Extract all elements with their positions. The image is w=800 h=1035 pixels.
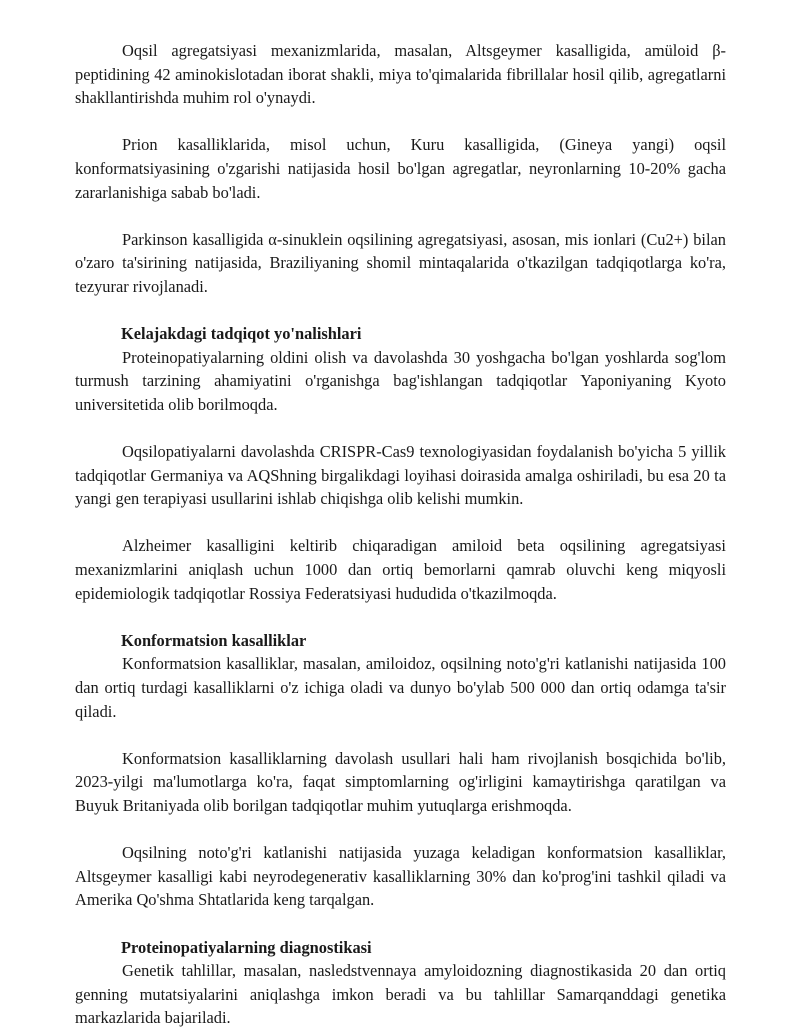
paragraph-kyoto: Proteinopatiyalarning oldini olish va davolashda 30 yoshgacha bo'lgan yoshlarda sog'lom turmush tarzining ahamiyatini o'rganishga bag'ishlangan tadqiqotlar Yaponiyaning Kyoto universitetida olib borilmoqda. [75,347,726,414]
paragraph-gap [75,723,726,747]
paragraph-prion: Prion kasalliklarida, misol uchun, Kuru kasalligida, (Gineya yangi) oqsil konformatsiyasining o'zgarishi natijasida hosil bo'lgan agregatlar, neyronlarning 10-20% gacha zararlanishiga sabab bo'ladi. [75,135,726,202]
section-heading-conformational-diseases: Konformatsion kasalliklar [121,630,307,650]
paragraph-gap [75,818,726,842]
paragraph-amyloid-beta: Oqsil agregatsiyasi mexanizmlarida, masalan, Altsgeymer kasalligida, amüloid β-peptidining 42 aminokislotadan iborat shakli, miya to'qimalarida fibrillalar hosil qilib, agregatlarni shakllantirishda muhim rol o'ynaydi. [75,41,726,108]
paragraph-alzheimer-russia: Alzheimer kasalligini keltirib chiqaradigan amiloid beta oqsilining agregatsiyasi mexanizmlarini aniqlash uchun 1000 dan ortiq bemorlarni qamrab oluvchi keng miqyosli epidemiologik tadqiqotlar Rossiya Federatsiyasi hududida o'tkazilmoqda. [75,536,726,603]
paragraph-misfolding-usa: Oqsilning noto'g'ri katlanishi natijasida yuzaga keladigan konformatsion kasalliklar, Altsgeymer kasalligi kabi neyrodegenerativ kasalliklarning 30% dan ko'prog'ini tashkil qiladi va Amerika Qo'shma Shtatlarida keng tarqalgan. [75,843,726,910]
section-heading-diagnostics: Proteinopatiyalarning diagnostikasi [121,937,372,957]
paragraph-treatment-uk: Konformatsion kasalliklarning davolash usullari hali ham rivojlanish bosqichida bo'lib, 2023-yilgi ma'lumotlarga ko'ra, faqat simptomlarning og'irligini kamaytirishga qaratilgan va Buyuk Britaniyada olib borilgan tadqiqotlar muhim yutuqlarga erishmoqda. [75,748,726,815]
paragraph-parkinson: Parkinson kasalligida α-sinuklein oqsilining agregatsiyasi, asosan, mis ionlari (Cu2+) bilan o'zaro ta'sirining natijasida, Braziliyaning shomil mintaqalarida o'tkazilgan tadqiqotlarga ko'ra, tezyurar rivojlanadi. [75,229,726,296]
paragraph-crispr: Oqsilopatiyalarni davolashda CRISPR-Cas9 texnologiyasidan foydalanish bo'yicha 5 yillik tadqiqotlar Germaniya va AQShning birgalikdagi loyihasi doirasida amalga oshiriladi, bu esa 20 ta yangi gen terapiyasi usullarini ishlab chiqishga olib kelishi mumkin. [75,442,726,509]
document-page [75,39,726,1030]
paragraph-amyloidosis: Konformatsion kasalliklar, masalan, amiloidoz, oqsilning noto'g'ri katlanishi natijasida 100 dan ortiq turdagi kasalliklarni o'z ichiga oladi va dunyo bo'ylab 500 000 dan ortiq odamga ta'sir qiladi. [75,654,726,721]
section-heading-future-research: Kelajakdagi tadqiqot yo'nalishlari [121,324,362,344]
paragraph-gap [75,912,726,936]
paragraph-gap [75,204,726,228]
paragraph-genetic-analysis: Genetik tahlillar, masalan, nasledstvennaya amyloidozning diagnostikasida 20 dan ortiq genning mutatsiyalarini aniqlashga imkon beradi va bu tahlillar Samarqanddagi genetika markazlarida bajariladi. [75,961,726,1028]
paragraph-gap [75,299,726,323]
paragraph-gap [75,110,726,134]
paragraph-gap [75,511,726,535]
paragraph-gap [75,417,726,441]
paragraph-gap [75,605,726,629]
